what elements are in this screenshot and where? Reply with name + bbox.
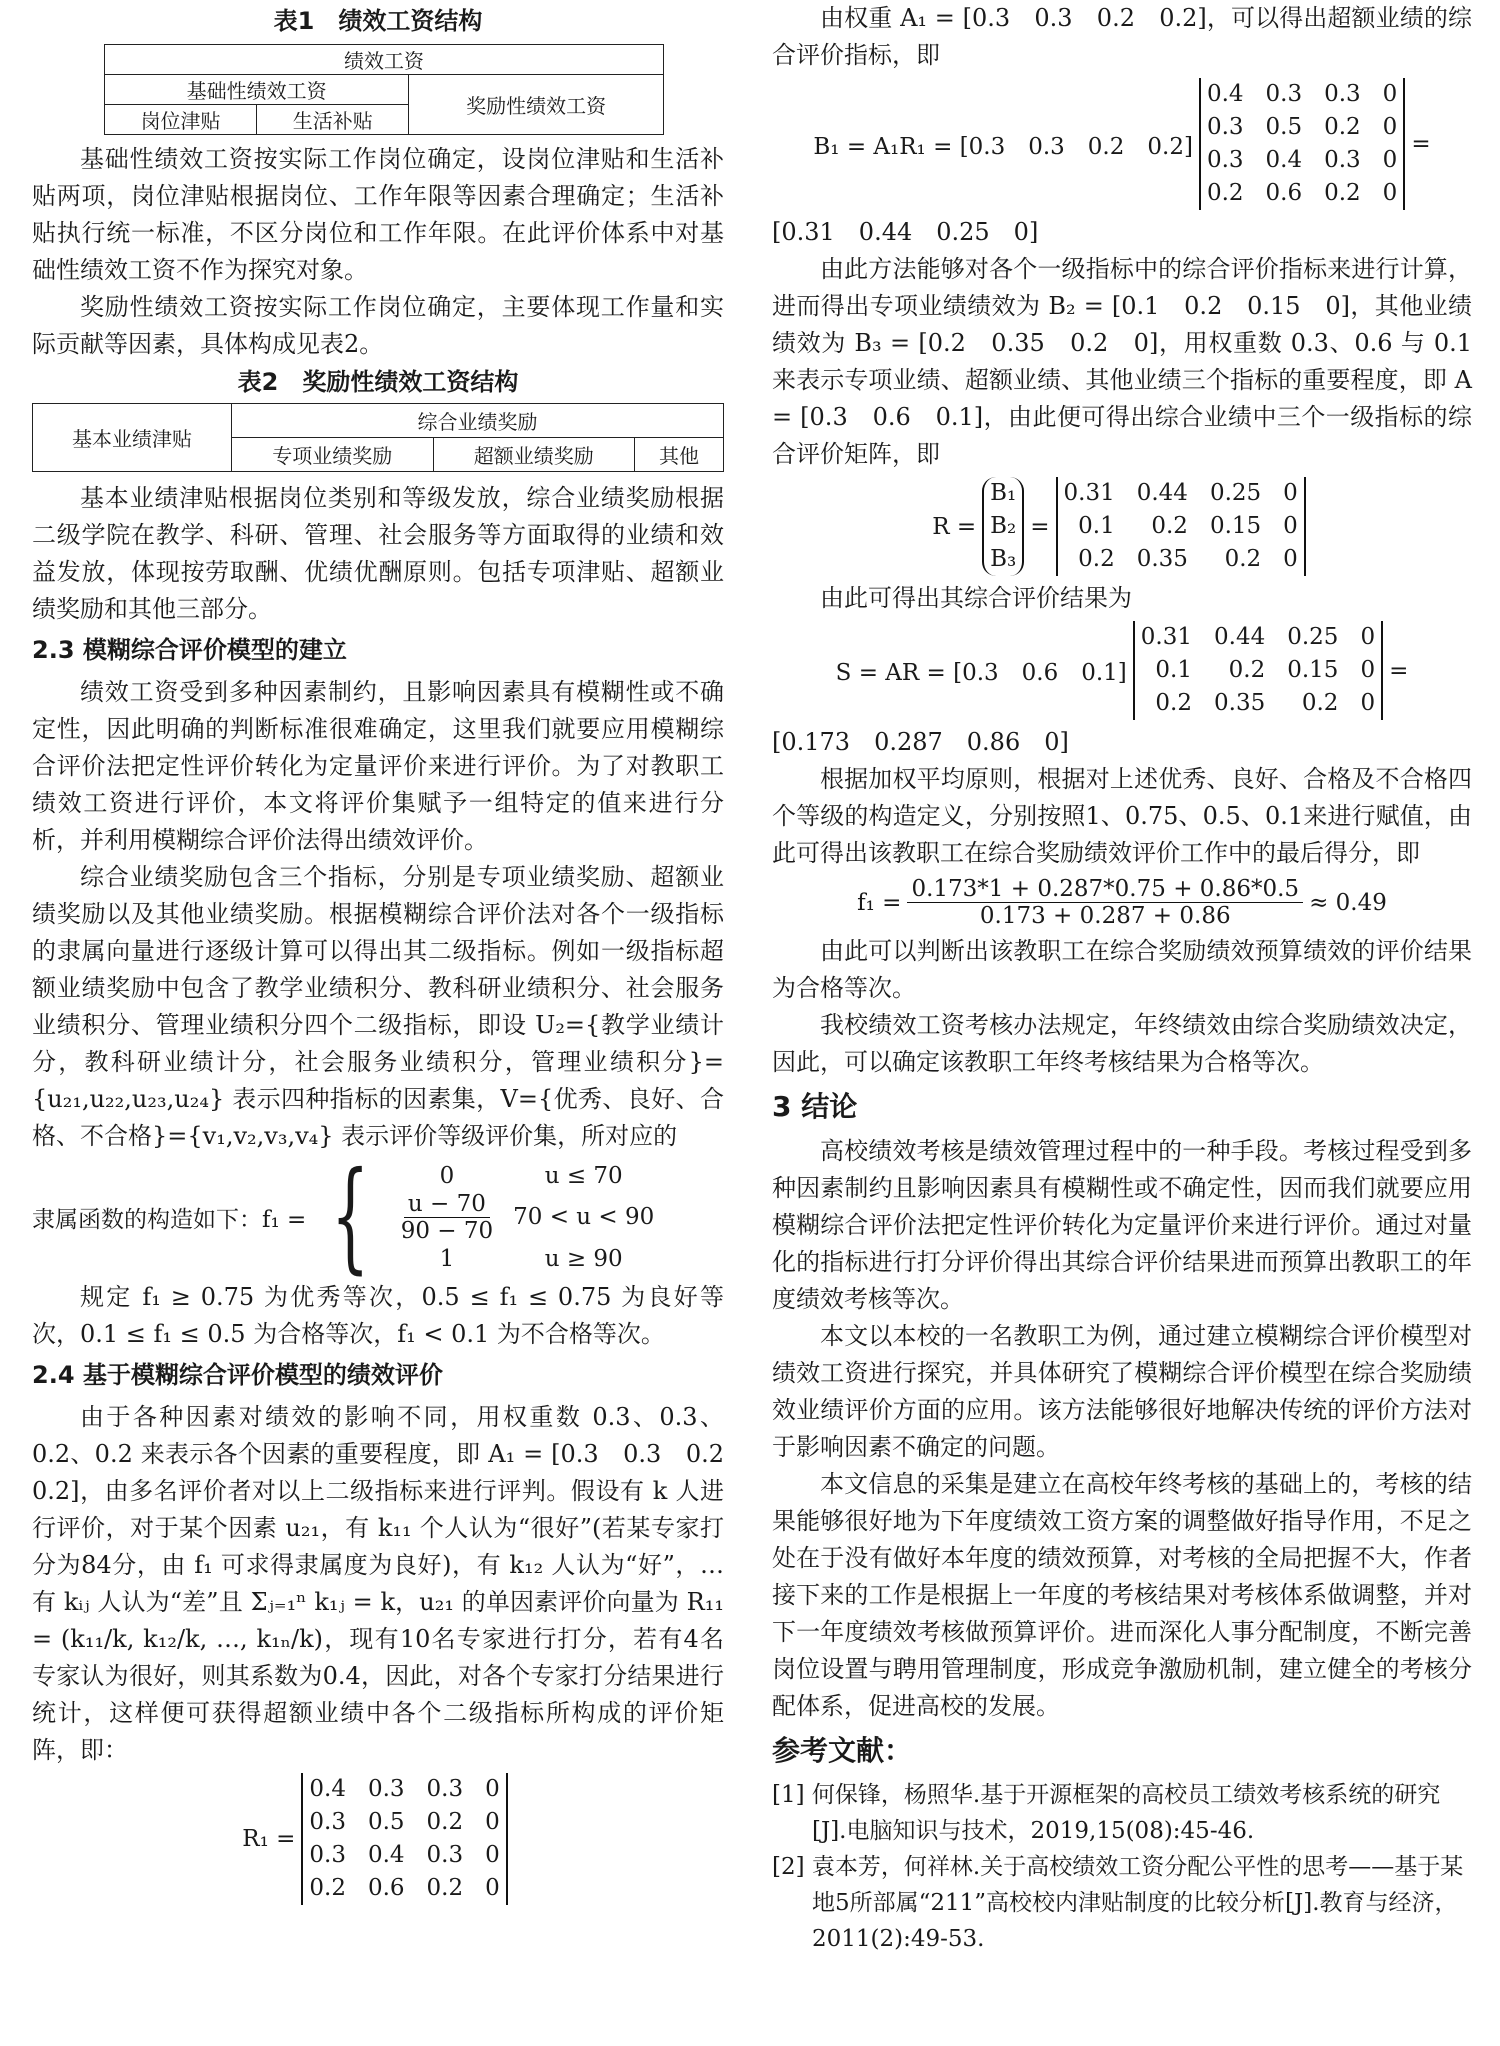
matrix-cell: 0 [1283, 480, 1298, 506]
matrix-cell: 0.2 [426, 1809, 464, 1835]
matrix-cell: 0.1 [1078, 513, 1115, 539]
matrix-cell: 0 [1382, 81, 1398, 107]
matrix-cell: 0 [1283, 513, 1298, 539]
table2-comp: 综合业绩奖励 [232, 404, 724, 438]
matrix-cell: 0.2 [1155, 690, 1192, 716]
piece2-condition: 70 < u < 90 [513, 1204, 655, 1230]
paragraph: 我校绩效工资考核办法规定，年终绩效由综合奖励绩效决定，因此，可以确定该教职工年终考核结果为合格等次。 [772, 1011, 1472, 1076]
membership-function [32, 1147, 655, 1286]
matrix-cell: 0.2 [1228, 657, 1266, 683]
b1-result: [0.31 0.44 0.25 0] [772, 218, 1039, 246]
matrix-cell: 0.5 [367, 1809, 405, 1835]
matrix-cell: 0.6 [1265, 180, 1303, 206]
matrix-cell: 0.4 [309, 1776, 346, 1802]
matrix-cell: 0.31 [1063, 480, 1115, 506]
paragraph: 由权重 A₁ = [0.3 0.3 0.2 0.2]，可以得出超额业绩的综合评价指标，即 [772, 4, 1472, 69]
matrix-cell: 0.44 [1214, 624, 1266, 650]
equation-s [772, 621, 1472, 720]
table1-top: 绩效工资 [105, 45, 664, 75]
matrix-cell: 0.3 [426, 1842, 464, 1868]
s-result: [0.173 0.287 0.86 0] [772, 728, 1069, 756]
paragraph: 规定 f₁ ≥ 0.75 为优秀等次，0.5 ≤ f₁ ≤ 0.75 为良好等次，0.1 ≤ f₁ ≤ 0.5 为合格等次，f₁ < 0.1 为不合格等次。 [32, 1283, 724, 1348]
r1-label: R₁ = [242, 1826, 296, 1852]
matrix-cell: 0.2 [1301, 690, 1339, 716]
f1-numerator: 0.173*1 + 0.287*0.75 + 0.86*0.5 [907, 876, 1303, 903]
paragraph: 本文以本校的一名教职工为例，通过建立模糊综合评价模型对绩效工资进行探究，并具体研究了模糊综合评价模型在综合奖励绩效业绩评价方面的应用。该方法能够很好地解决传统的评价方法对于影响因素不确定的问题。 [772, 1322, 1472, 1461]
b1-label: B₁ = A₁R₁ = [0.3 0.3 0.2 0.2] [813, 133, 1193, 160]
matrix-cell: 0.1 [1155, 657, 1192, 683]
equation-f1 [772, 876, 1472, 929]
table2-caption: 表2 奖励性绩效工资结构 [237, 368, 519, 396]
matrix-cell: 0 [485, 1875, 500, 1901]
matrix-cell: 0.4 [1265, 147, 1303, 173]
reference-item: [2] 袁本芳，何祥林.关于高校绩效工资分配公平性的思考——基于某地5所部属“211”高校校内津贴制度的比较分析[J].教育与经济，2011(2):49-53. [772, 1854, 1464, 1952]
table1-caption: 表1 绩效工资结构 [273, 7, 483, 35]
piece3-value: 1 [439, 1245, 455, 1272]
paragraph: 本文信息的采集是建立在高校年终考核的基础上的，考核的结果能够很好地为下年度绩效工资方案的调整做好指导作用，不足之处在于没有做好本年度的绩效预算，对考核的全局把握不大，作者接下来的工作是根据上一年度的考核结果对考核体系做调整，并对下一年度绩效考核做预算评价。进而深化人事分配制度，不断完善岗位设置与聘用管理制度，形成竞争激励机制，建立健全的考核分配体系，促进高校的发展。 [772, 1470, 1472, 1720]
matrix-cell: 0.25 [1209, 480, 1262, 506]
reference-item: [1] 何保锋，杨照华.基于开源框架的高校员工绩效考核系统的研究[J].电脑知识与技术，2019,15(08):45-46. [772, 1782, 1441, 1844]
references-heading: 参考文献： [772, 1734, 913, 1767]
left-column [32, 0, 748, 1909]
matrix-cell: 0.2 [1078, 546, 1115, 572]
equation-r1 [32, 1773, 724, 1905]
s-label: S = AR = [0.3 0.6 0.1] [835, 660, 1127, 686]
section-heading: 3 结论 [772, 1090, 858, 1123]
equals-sign: = [1411, 131, 1431, 157]
paragraph: 综合业绩奖励包含三个指标，分别是专项业绩奖励、超额业绩奖励以及其他业绩奖励。根据模糊综合评价法对各个一级指标的隶属向量进行逐级计算可以得出其二级指标。例如一级指标超额业绩奖励中包含了教学业绩积分、教科研业绩积分、社会服务业绩积分、管理业绩积分四个二级指标，即设 U₂={教学业绩计分，教科研业绩计分，社会服务业绩积分，管理业绩积分}={u₂₁,u₂₂,u₂₃,u₂₄} 表示四种指标的因素集，V={优秀、良好、合格、不合格}={v₁,v₂,v₃,v₄} 表示评价等级评价集，所对应的 [32, 863, 724, 1150]
f1-result: ≈ 0.49 [1309, 889, 1387, 916]
matrix-cell: 0.2 [1324, 114, 1361, 140]
paragraph: 由此方法能够对各个一级指标中的综合评价指标来进行计算，进而得出专项业绩绩效为 B₂ = [0.1 0.2 0.15 0]，其他业绩绩效为 B₃ = [0.2 0.35 0.2 0]，用权重数 0.3、0.6 与 0.1 来表示专项业绩、超额业绩、其他业绩三个指标的重要程度，即 A = [0.3 0.6 0.1]，由此便可得出综合业绩中三个一级指标的综合评价矩阵，即 [772, 255, 1472, 468]
right-column [772, 0, 1472, 1957]
table2 [32, 403, 724, 472]
matrix-cell: 0.2 [1206, 180, 1244, 206]
matrix-cell: 0.15 [1209, 513, 1262, 539]
piece1-value: 0 [439, 1162, 455, 1189]
matrix-r [1133, 621, 1383, 720]
matrix-r1 [1199, 78, 1405, 210]
piece2-denominator: 90 − 70 [400, 1217, 494, 1244]
matrix-cell: 0.2 [1151, 513, 1188, 539]
piece1-condition: u ≤ 70 [544, 1162, 623, 1189]
membership-label: 隶属函数的构造如下：f₁ = [32, 1206, 307, 1233]
matrix-cell: 0.3 [1324, 147, 1361, 173]
table1-post: 岗位津贴 [105, 105, 257, 135]
matrix-cell: 0.3 [1206, 114, 1244, 140]
matrix-cell: 0 [485, 1776, 500, 1802]
matrix-cell: 0.3 [1324, 81, 1361, 107]
section-heading: 2.3 模糊综合评价模型的建立 [32, 636, 347, 664]
matrix-cell: 0 [1360, 657, 1376, 683]
matrix-cell: 0.3 [1206, 147, 1244, 173]
piece3-condition: u ≥ 90 [544, 1245, 623, 1272]
table2-other: 其他 [635, 438, 724, 472]
table2-special: 专项业绩奖励 [232, 438, 434, 472]
table1 [104, 44, 664, 135]
equation-b1 [772, 78, 1472, 210]
matrix-cell: 0 [1382, 180, 1398, 206]
matrix-cell: 0.4 [367, 1842, 405, 1868]
matrix-cell: 0.2 [1224, 546, 1262, 572]
table1-reward: 奖励性绩效工资 [409, 75, 664, 135]
matrix-cell: B₁ [990, 480, 1017, 506]
paragraph: 绩效工资受到多种因素制约，且影响因素具有模糊性或不确定性，因此明确的判断标准很难确定，这里我们就要应用模糊综合评价法把定性评价转化为定量评价来进行评价。为了对教职工绩效工资进行评价，本文将评价集赋予一组特定的值来进行分析，并利用模糊综合评价法得出绩效评价。 [32, 678, 724, 854]
matrix-cell: 0 [485, 1842, 500, 1868]
matrix-cell: 0 [1382, 147, 1398, 173]
matrix-cell: 0.6 [367, 1875, 405, 1901]
section-heading: 2.4 基于模糊综合评价模型的绩效评价 [32, 1361, 443, 1389]
paragraph: 由此可以判断出该教职工在综合奖励绩效预算绩效的评价结果为合格等次。 [772, 937, 1472, 1002]
f1-label: f₁ = [857, 889, 902, 916]
table1-living: 生活补贴 [257, 105, 409, 135]
matrix-cell: B₂ [990, 513, 1017, 539]
matrix-cell: 0 [485, 1809, 500, 1835]
r-label: R = [932, 513, 977, 540]
f1-denominator: 0.173 + 0.287 + 0.86 [979, 903, 1231, 929]
matrix-cell: 0 [1360, 624, 1376, 650]
piece2-numerator: u − 70 [404, 1191, 490, 1218]
matrix-cell: 0.3 [367, 1776, 405, 1802]
matrix-cell: 0.35 [1136, 546, 1188, 572]
matrix-cell: 0 [1360, 690, 1376, 716]
paragraph: 由此可得出其综合评价结果为 [820, 584, 1132, 612]
vector-b [982, 477, 1024, 576]
paragraph: 由于各种因素对绩效的影响不同，用权重数 0.3、0.3、0.2、0.2 来表示各个因素的重要程度，即 A₁ = [0.3 0.3 0.2 0.2]，由多名评价者对以上二级指标来进行评判。假设有 k 人进行评价，对于某个因素 u₂₁，有 k₁₁ 个人认为“很好”(若某专家打分为84分，由 f₁ 可求得隶属度为良好)，有 k₁₂ 人认为“好”，…有 kᵢⱼ 人认为“差”且 Σⱼ₌₁ⁿ k₁ⱼ = k，u₂₁ 的单因素评价向量为 R₁₁ = (k₁₁/k, k₁₂/k, …, k₁ₙ/k)，现有10名专家进行打分，若有4名专家认为很好，则其系数为0.4，因此，对各个专家打分结果进行统计，这样便可获得超额业绩中各个二级指标所构成的评价矩阵，即： [32, 1403, 748, 1764]
f1-fraction [907, 876, 1303, 929]
matrix-cell: 0.2 [309, 1875, 346, 1901]
matrix-cell: 0.4 [1206, 81, 1244, 107]
references-list [772, 1777, 1472, 1957]
matrix-cell: B₃ [990, 546, 1017, 572]
matrix-cell: 0.2 [1324, 180, 1361, 206]
matrix-cell: 0.3 [309, 1809, 346, 1835]
matrix-cell: 0.44 [1136, 480, 1188, 506]
piece2-fraction [401, 1191, 493, 1244]
matrix-cell: 0.2 [426, 1875, 464, 1901]
matrix-cell: 0.3 [1265, 81, 1303, 107]
matrix-r [1056, 477, 1306, 576]
matrix-cell: 0.35 [1214, 690, 1266, 716]
brace-icon: { [331, 1147, 370, 1286]
table2-excess: 超额业绩奖励 [433, 438, 635, 472]
matrix-cell: 0.5 [1265, 114, 1303, 140]
matrix-r1 [301, 1773, 507, 1905]
matrix-cell: 0 [1283, 546, 1298, 572]
matrix-cell: 0.15 [1287, 657, 1339, 683]
paragraph: 基础性绩效工资按实际工作岗位确定，设岗位津贴和生活补贴两项，岗位津贴根据岗位、工作年限等因素合理确定；生活补贴执行统一标准，不区分岗位和工作年限。在此评价体系中对基础性绩效工资不作为探究对象。 [32, 145, 724, 284]
matrix-cell: 0.3 [309, 1842, 346, 1868]
matrix-cell: 0.3 [426, 1776, 464, 1802]
equation-r [772, 477, 1472, 576]
matrix-cell: 0.31 [1140, 624, 1192, 650]
equals-sign: = [1030, 513, 1050, 540]
paragraph: 高校绩效考核是绩效管理过程中的一种手段。考核过程受到多种因素制约且影响因素具有模糊性或不确定性，因而我们就要应用模糊综合评价法把定性评价转化为定量评价来进行评价。通过对量化的指标进行打分评价得出其综合评价结果进而预算出教职工的年度绩效考核等次。 [772, 1137, 1472, 1313]
matrix-cell: 0 [1382, 114, 1398, 140]
equals-sign: = [1389, 657, 1409, 684]
paragraph: 根据加权平均原则，根据对上述优秀、良好、合格及不合格四个等级的构造定义，分别按照1、0.75、0.5、0.1来进行赋值，由此可得出该教职工在综合奖励绩效评价工作中的最后得分，即 [772, 765, 1472, 867]
matrix-cell: 0.25 [1287, 624, 1339, 650]
paragraph: 奖励性绩效工资按实际工作岗位确定，主要体现工作量和实际贡献等因素，具体构成见表2。 [32, 293, 724, 358]
paragraph: 基本业绩津贴根据岗位类别和等级发放，综合业绩奖励根据二级学院在教学、科研、管理、社会服务等方面取得的业绩和效益发放，体现按劳取酬、优绩优酬原则。包括专项津贴、超额业绩奖励和其他三部分。 [32, 484, 724, 623]
table1-basic: 基础性绩效工资 [105, 75, 409, 105]
table2-basic: 基本业绩津贴 [33, 404, 232, 472]
